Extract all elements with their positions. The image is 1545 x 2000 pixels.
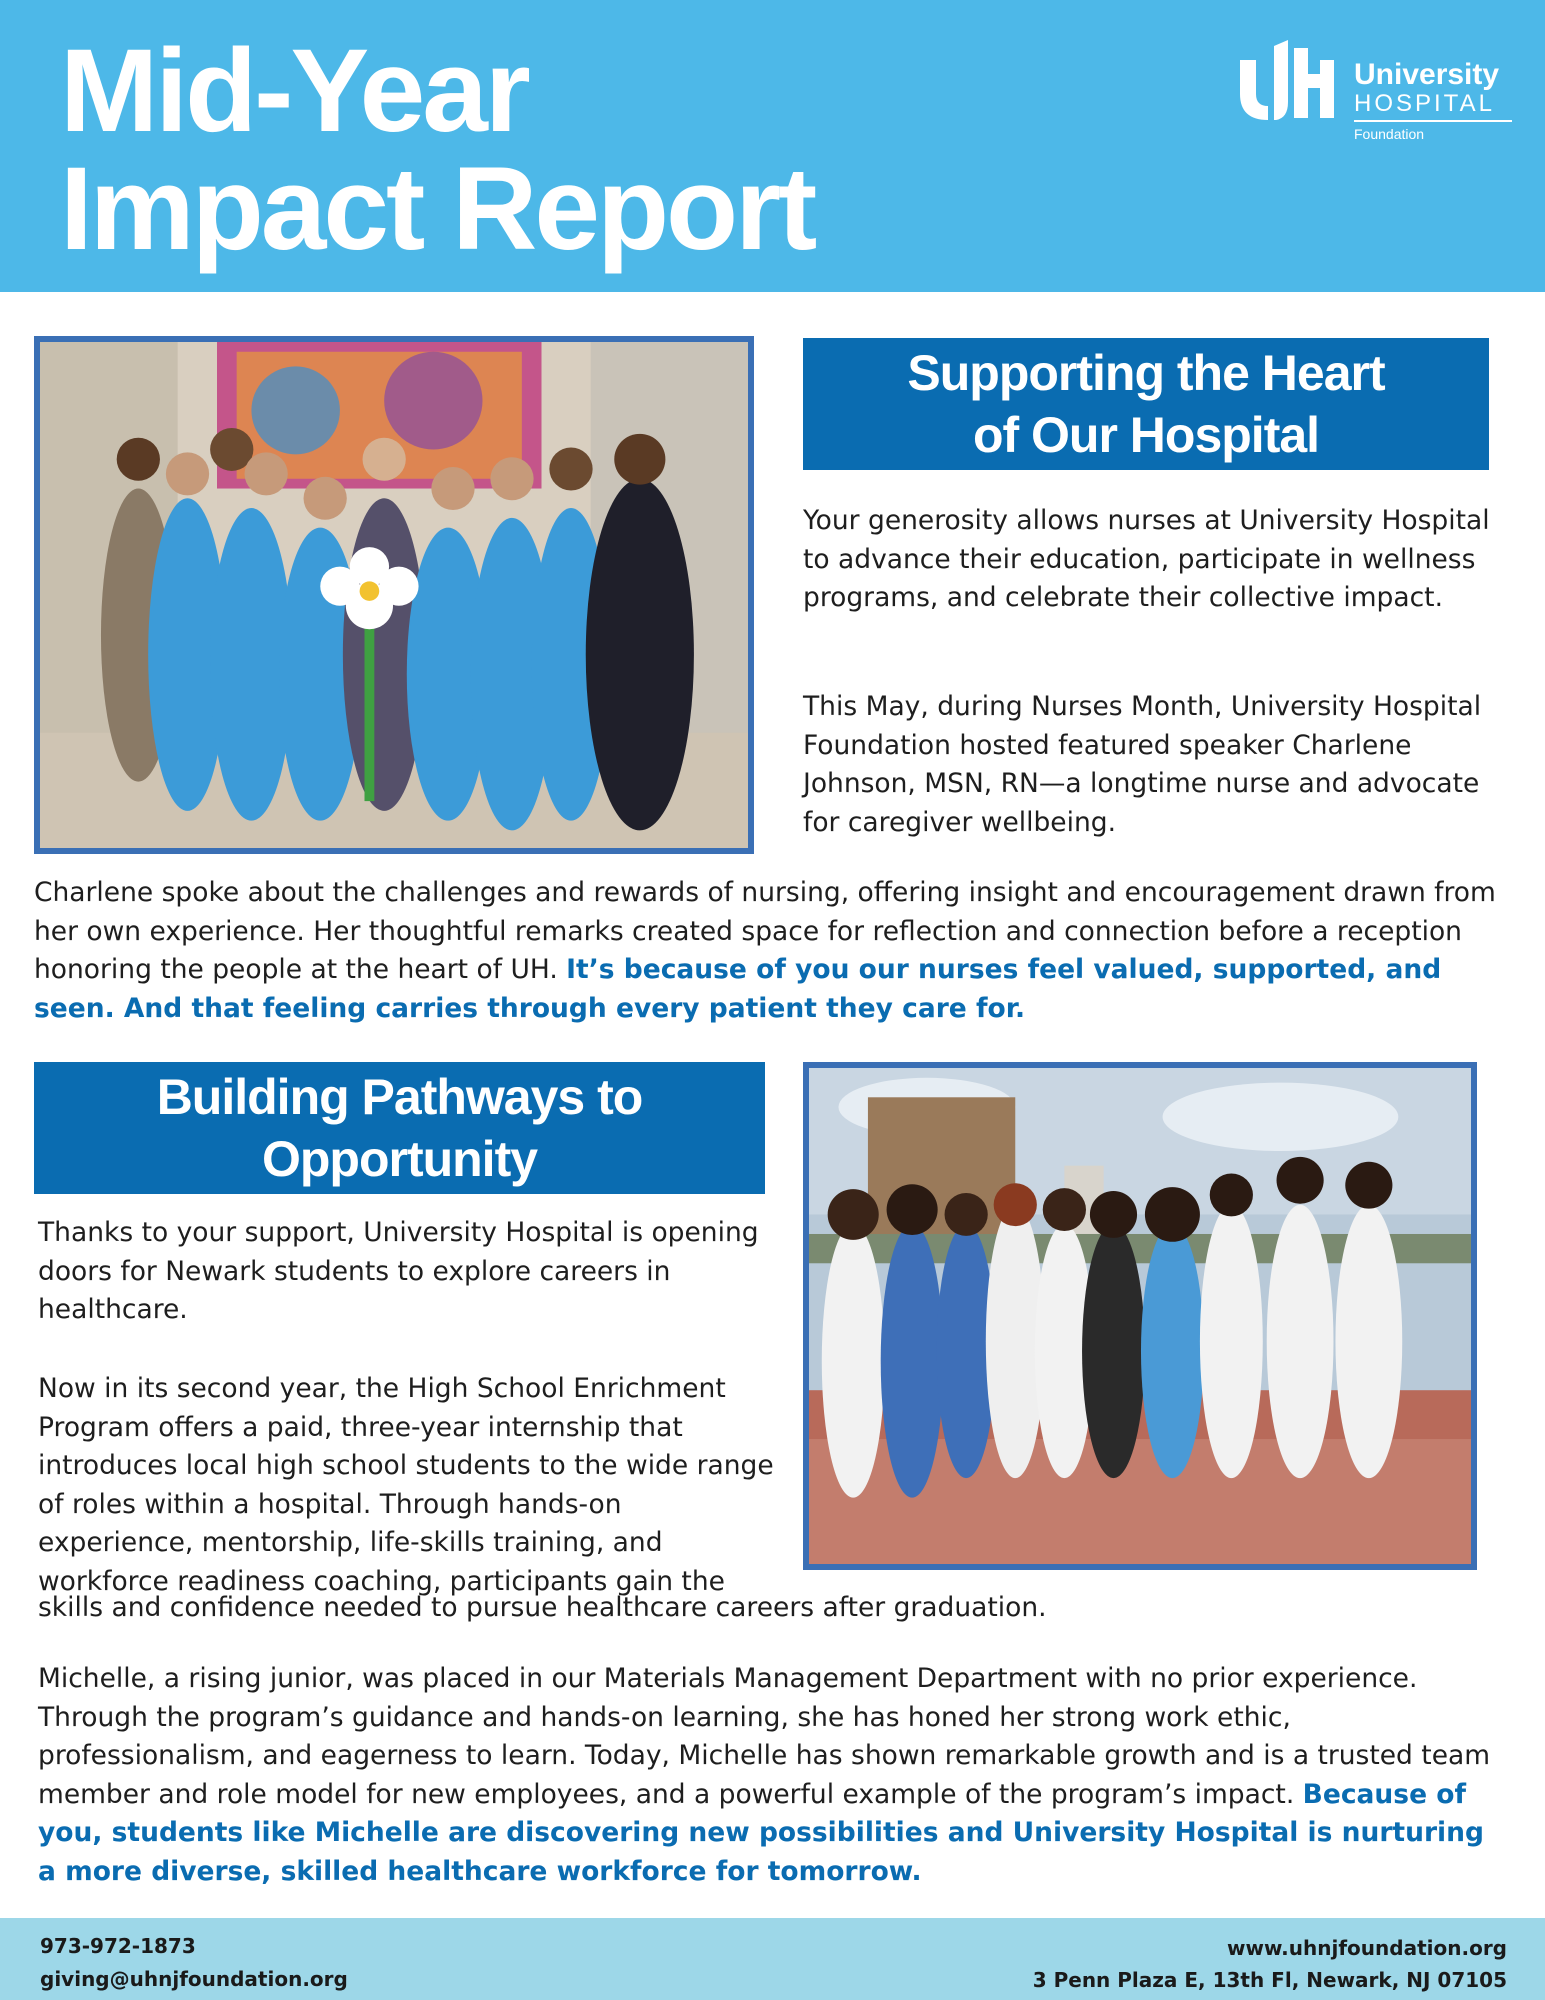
logo-university-text: University (1354, 58, 1500, 91)
footer-email[interactable]: giving@uhnjfoundation.org (40, 1967, 348, 1991)
section2-paragraph-2-end: skills and confidence needed to pursue healthcare careers after graduation. (38, 1592, 1047, 1623)
nurses-group-photo (34, 336, 754, 854)
students-group-photo (803, 1062, 1477, 1570)
footer (0, 1918, 1545, 2000)
heading-line-2: of Our Hospital (972, 407, 1320, 463)
heading-line-1: Building Pathways to (156, 1069, 643, 1125)
footer-address: 3 Penn Plaza E, 13th Fl, Newark, NJ 07105 (1032, 1968, 1507, 1992)
header-banner (0, 0, 1545, 292)
uh-logo-mark-icon (1236, 38, 1340, 122)
footer-address-block (1033, 1932, 1507, 1996)
heading-line-1: Supporting the Heart (907, 345, 1385, 401)
university-hospital-logo (1236, 38, 1516, 148)
section-heading-pathways (34, 1062, 765, 1194)
section-heading-supporting (803, 338, 1489, 470)
logo-divider (1354, 120, 1512, 122)
title-line-2: Impact Report (60, 143, 815, 275)
section2-paragraph-2: Now in its second year, the High School Enrichment Program offers a paid, three-year internship that introduces local high school students to the wide range of roles within a hospital. Through hands-on experience, mentorship, life-skills training, and workforce readiness coaching, participants gain the (38, 1373, 774, 1597)
section2-paragraph-3-text: Michelle, a rising junior, was placed in our Materials Management Department with no prior experience. Through the program’s guidance and hands-on learning, she has honed her strong work ethic, professionalism, and eagerness to learn. Today, Michelle has shown remarkable growth and is a trusted team member and role model for new employees, and a powerful example of the program’s impact. (38, 1663, 1491, 1810)
section1-paragraph-1: Your generosity allows nurses at University Hospital to advance their education, participate in wellness programs, and celebrate their collective impact. (803, 505, 1490, 613)
title-line-1: Mid-Year (60, 25, 528, 157)
section1-paragraph-2: This May, during Nurses Month, University Hospital Foundation hosted featured speaker Charlene Johnson, MSN, RN—a longtime nurse and advocate for caregiver wellbeing. (803, 691, 1482, 838)
heading-line-2: Opportunity (261, 1131, 538, 1187)
footer-website-link[interactable]: www.uhnjfoundation.org (1227, 1936, 1507, 1960)
footer-phone[interactable]: 973-972-1873 (40, 1934, 196, 1958)
section2-highlight-text: Because of you, students like Michelle are discovering new possibilities and University Hospital is nurturing a more diverse, skilled healthcare workforce for tomorrow. (38, 1778, 1484, 1887)
logo-foundation-text: Foundation (1354, 126, 1425, 142)
section2-paragraph-1: Thanks to your support, University Hospital is opening doors for Newark students to explore careers in healthcare. (38, 1217, 759, 1325)
footer-contact (40, 1930, 348, 1996)
page-title (60, 25, 815, 275)
logo-hospital-text: HOSPITAL (1354, 90, 1495, 117)
section1-paragraph-3-text: Charlene spoke about the challenges and rewards of nursing, offering insight and encouragement drawn from her own experience. Her thoughtful remarks created space for reflection and connection before a reception honoring the people at the heart of UH. (34, 877, 1496, 985)
section1-highlight-text: It’s because of you our nurses feel valued, supported, and seen. And that feeling carries through every patient they care for. (34, 954, 1442, 1024)
section2-paragraph-3 (38, 1660, 1508, 1891)
section1-paragraph-3 (34, 874, 1514, 1028)
